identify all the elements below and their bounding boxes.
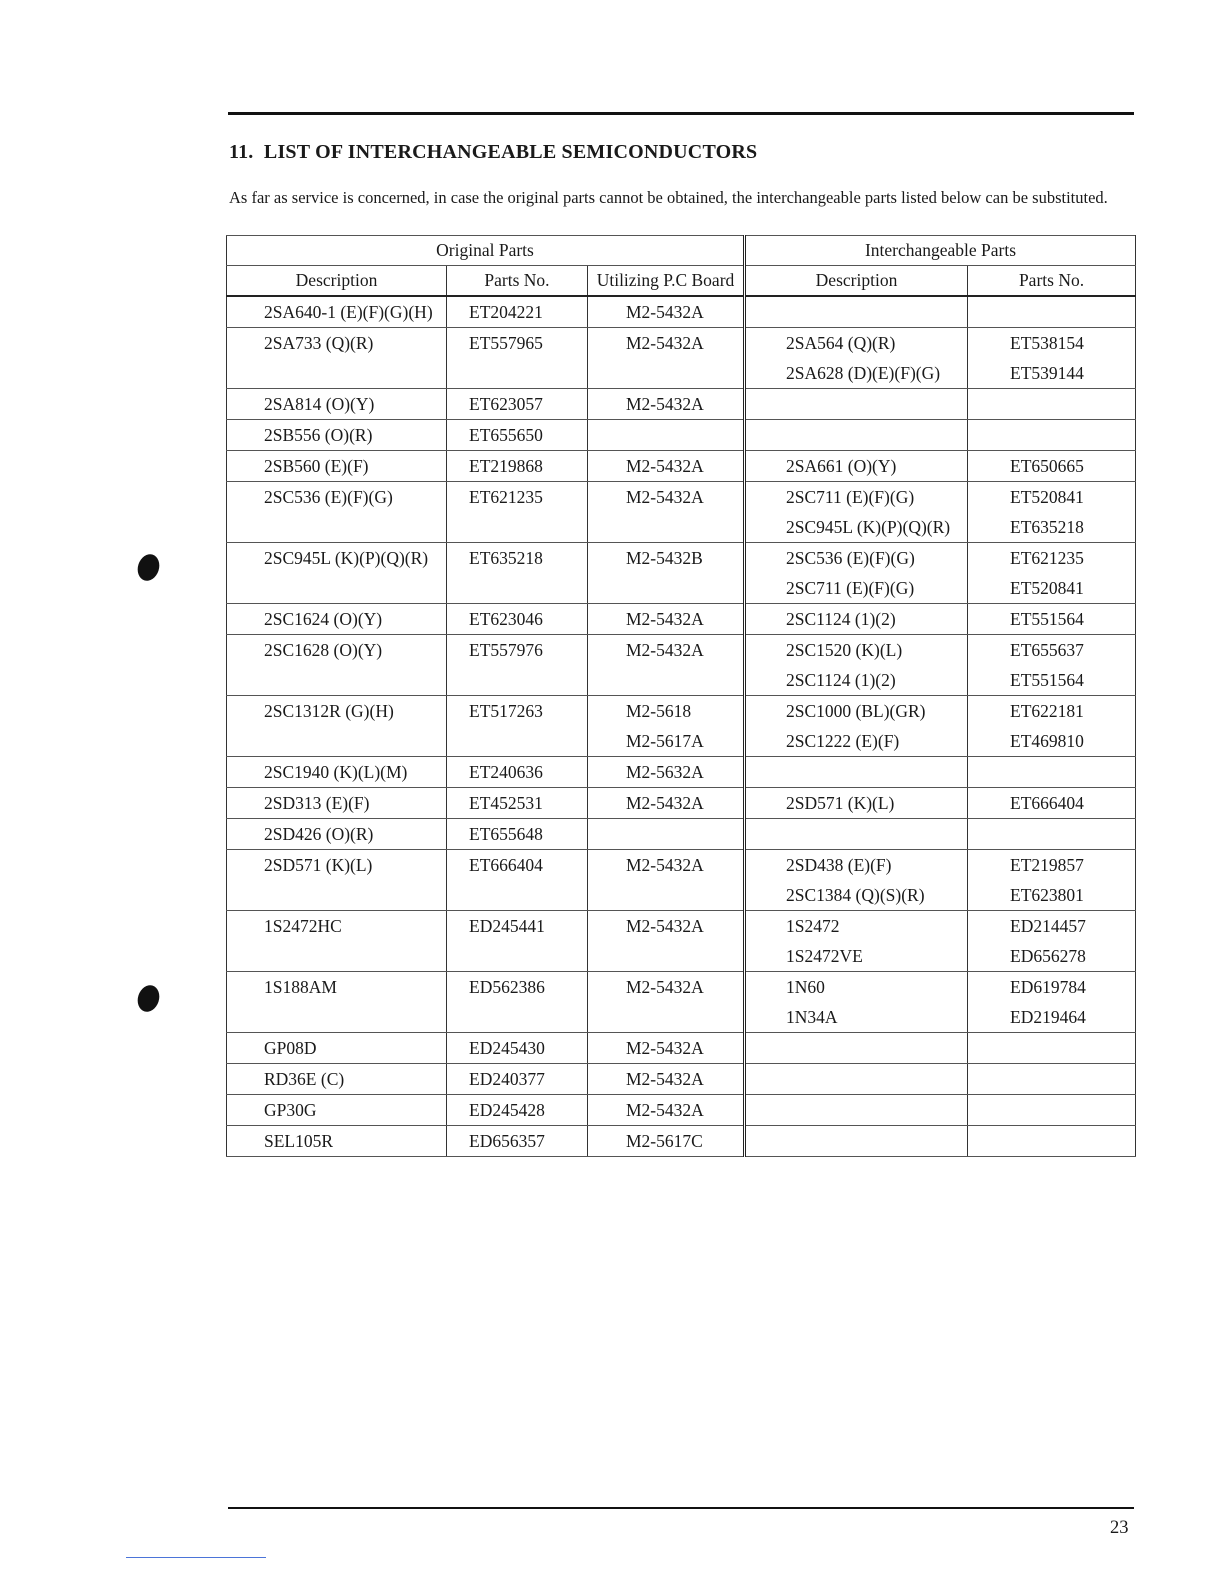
substitute-description-cell [745,420,968,451]
original-description: 2SC1628 (O)(Y) [264,640,383,660]
substitute-description-cell [745,328,968,389]
original-description-cell [227,819,447,850]
original-parts-no: ED562386 [469,977,545,997]
original-description: 2SA640-1 (E)(F)(G)(H) [264,302,433,322]
table-row [227,972,1136,1033]
original-parts-no-cell [447,757,588,788]
original-parts-no-cell [447,635,588,696]
original-description: 2SD426 (O)(R) [264,824,374,844]
substitute-description-cell [745,850,968,911]
section-title-text: LIST OF INTERCHANGEABLE SEMICONDUCTORS [263,141,758,163]
empty-cell [968,389,1135,419]
original-description-cell [227,788,447,819]
original-parts-no: ET557976 [469,640,543,660]
original-parts-no: ED240377 [469,1069,545,1089]
original-parts-no: ED245441 [469,916,545,936]
table-row [227,819,1136,850]
table-row [227,543,1136,604]
footer-link-underline [126,1557,266,1558]
original-description-cell [227,420,447,451]
table-row [227,911,1136,972]
table-row [227,389,1136,420]
substitute-parts-no: ET551564 [1010,609,1084,629]
original-parts-no-cell [447,819,588,850]
substitute-parts-no-cell [968,911,1136,972]
original-description-cell [227,328,447,389]
original-parts-no: ET655650 [469,425,543,445]
substitute-description: 2SC1520 (K)(L) [786,640,903,660]
pc-board-value: M2-5432A [626,640,704,660]
substitute-parts-no: ED219464 [1010,1007,1086,1027]
original-description: SEL105R [264,1131,334,1151]
interchangeable-parts-table [226,235,1136,1157]
original-parts-no: ED245428 [469,1100,545,1120]
substitute-parts-no-cell [968,757,1136,788]
original-description: 1S2472HC [264,916,342,936]
substitute-description-cell [745,1033,968,1064]
substitute-parts-no: ET623801 [1010,885,1084,905]
substitute-parts-no-cell [968,328,1136,389]
punch-hole-mark [134,551,162,583]
substitute-parts-no: ET635218 [1010,517,1084,537]
substitute-parts-no: ET621235 [1010,548,1084,568]
original-description-cell [227,451,447,482]
substitute-parts-no-cell [968,296,1136,328]
empty-cell [746,297,967,327]
original-parts-no: ET517263 [469,701,543,721]
original-description-cell [227,911,447,972]
substitute-parts-no-cell [968,451,1136,482]
substitute-parts-no: ET539144 [1010,363,1084,383]
empty-cell [968,819,1135,849]
substitute-description: 2SC1384 (Q)(S)(R) [786,885,925,905]
pc-board-cell [588,604,745,635]
pc-board-value: M2-5432A [626,394,704,414]
original-parts-no-cell [447,420,588,451]
table-row [227,1095,1136,1126]
substitute-parts-no-cell [968,543,1136,604]
substitute-parts-no: ET666404 [1010,793,1084,813]
original-description: RD36E (C) [264,1069,345,1089]
substitute-description-cell [745,1064,968,1095]
original-parts-no-cell [447,972,588,1033]
original-description-cell [227,635,447,696]
table-row [227,696,1136,757]
substitute-parts-no: ED656278 [1010,946,1086,966]
section-title [229,141,757,164]
substitute-description: 2SC1124 (1)(2) [786,670,896,690]
substitute-description: 2SC945L (K)(P)(Q)(R) [786,517,951,537]
substitute-parts-no-cell [968,420,1136,451]
original-parts-no: ET557965 [469,333,543,353]
original-parts-no-cell [447,911,588,972]
original-parts-no-cell [447,1064,588,1095]
original-parts-no: ET635218 [469,548,543,568]
pc-board-value: M2-5432A [626,487,704,507]
substitute-description-cell [745,543,968,604]
substitute-parts-no-cell [968,1126,1136,1157]
substitute-description-cell [745,1095,968,1126]
empty-cell [746,1095,967,1125]
intro-paragraph: As far as service is concerned, in case the original parts cannot be obtained, the interchangeable parts listed below can be substituted. [229,188,1108,207]
pc-board-value: M2-5432A [626,1100,704,1120]
original-description: 2SD571 (K)(L) [264,855,373,875]
original-description: 2SA733 (Q)(R) [264,333,374,353]
original-parts-no-cell [447,1126,588,1157]
col-header-substitute-parts-no: Parts No. [968,266,1136,297]
substitute-parts-no-cell [968,635,1136,696]
substitute-parts-no: ET655637 [1010,640,1084,660]
original-parts-no: ED656357 [469,1131,545,1151]
empty-cell [746,389,967,419]
punch-hole-mark [134,982,162,1014]
original-parts-no: ET204221 [469,302,543,322]
substitute-parts-no-cell [968,788,1136,819]
substitute-parts-no-cell [968,819,1136,850]
original-description: 2SC536 (E)(F)(G) [264,487,393,507]
table-row [227,451,1136,482]
substitute-description: 2SA628 (D)(E)(F)(G) [786,363,941,383]
original-description: 2SC1624 (O)(Y) [264,609,383,629]
original-description-cell [227,850,447,911]
pc-board-cell [588,696,745,757]
original-description: GP08D [264,1038,317,1058]
pc-board-cell [588,451,745,482]
substitute-description: 2SC1000 (BL)(GR) [786,701,926,721]
empty-cell [968,1033,1135,1063]
original-parts-no-cell [447,788,588,819]
original-parts-no: ET623057 [469,394,543,414]
original-parts-no-cell [447,296,588,328]
empty-cell [588,819,743,849]
group-header-row [227,236,1136,266]
substitute-description: 2SC1124 (1)(2) [786,609,896,629]
substitute-parts-no-cell [968,972,1136,1033]
substitute-description: 1N34A [786,1007,838,1027]
empty-cell [968,1126,1135,1156]
original-description-cell [227,1126,447,1157]
original-description: 1S188AM [264,977,337,997]
substitute-description: 1S2472VE [786,946,863,966]
table-row [227,1126,1136,1157]
col-header-original-parts-no: Parts No. [447,266,588,297]
substitute-description-cell [745,972,968,1033]
col-header-pc-board: Utilizing P.C Board [588,266,745,297]
substitute-parts-no: ET520841 [1010,578,1084,598]
pc-board-cell [588,911,745,972]
top-rule [228,112,1134,115]
pc-board-cell [588,1095,745,1126]
table-body [227,296,1136,1157]
substitute-parts-no-cell [968,389,1136,420]
pc-board-cell [588,296,745,328]
pc-board-cell [588,389,745,420]
empty-cell [746,819,967,849]
original-description-cell [227,389,447,420]
pc-board-cell [588,819,745,850]
empty-cell [746,1126,967,1156]
pc-board-value: M2-5432A [626,916,704,936]
original-parts-no: ET655648 [469,824,543,844]
empty-cell [746,757,967,787]
substitute-parts-no: ED619784 [1010,977,1086,997]
table-row [227,1064,1136,1095]
table-row [227,850,1136,911]
pc-board-value: M2-5617A [626,731,704,751]
pc-board-value: M2-5432A [626,302,704,322]
substitute-description: 2SC711 (E)(F)(G) [786,487,915,507]
table-row [227,482,1136,543]
pc-board-value: M2-5632A [626,762,704,782]
substitute-description: 1S2472 [786,916,840,936]
substitute-description: 2SD438 (E)(F) [786,855,892,875]
substitute-description: 2SC711 (E)(F)(G) [786,578,915,598]
pc-board-value: M2-5618 [626,701,692,721]
pc-board-value: M2-5432A [626,333,704,353]
original-parts-no-cell [447,451,588,482]
substitute-description: 2SA564 (Q)(R) [786,333,896,353]
pc-board-value: M2-5432A [626,609,704,629]
table-row [227,296,1136,328]
pc-board-cell [588,850,745,911]
empty-cell [968,757,1135,787]
pc-board-value: M2-5432A [626,456,704,476]
pc-board-cell [588,972,745,1033]
col-header-substitute-description: Description [745,266,968,297]
original-description: 2SB560 (E)(F) [264,456,369,476]
original-description-cell [227,604,447,635]
pc-board-value: M2-5432A [626,977,704,997]
pc-board-cell [588,543,745,604]
original-description: 2SC945L (K)(P)(Q)(R) [264,548,429,568]
original-description-cell [227,972,447,1033]
original-description-cell [227,543,447,604]
substitute-description: 2SD571 (K)(L) [786,793,895,813]
substitute-parts-no: ET469810 [1010,731,1084,751]
original-description: GP30G [264,1100,317,1120]
empty-cell [746,1033,967,1063]
substitute-parts-no: ET538154 [1010,333,1084,353]
substitute-description: 1N60 [786,977,825,997]
substitute-parts-no: ET551564 [1010,670,1084,690]
substitute-parts-no: ET622181 [1010,701,1084,721]
empty-cell [968,420,1135,450]
substitute-parts-no: ET520841 [1010,487,1084,507]
substitute-description-cell [745,757,968,788]
original-description-cell [227,1064,447,1095]
substitute-description-cell [745,911,968,972]
substitute-parts-no-cell [968,1033,1136,1064]
col-header-original-description: Description [227,266,447,297]
empty-cell [968,1064,1135,1094]
substitute-description-cell [745,788,968,819]
substitute-description-cell [745,696,968,757]
empty-cell [588,420,743,450]
substitute-description: 2SC536 (E)(F)(G) [786,548,915,568]
original-parts-header: Original Parts [227,236,745,266]
column-header-row [227,266,1136,297]
original-parts-no-cell [447,543,588,604]
table-row [227,788,1136,819]
table-row [227,420,1136,451]
substitute-parts-no-cell [968,696,1136,757]
original-parts-no: ET452531 [469,793,543,813]
section-number: 11. [229,141,254,163]
original-description-cell [227,757,447,788]
original-parts-no: ET240636 [469,762,543,782]
substitute-parts-no-cell [968,1095,1136,1126]
substitute-parts-no-cell [968,1064,1136,1095]
original-parts-no-cell [447,850,588,911]
original-parts-no-cell [447,389,588,420]
original-description-cell [227,696,447,757]
table-row [227,604,1136,635]
pc-board-cell [588,1126,745,1157]
pc-board-value: M2-5432A [626,855,704,875]
substitute-description-cell [745,389,968,420]
substitute-description: 2SC1222 (E)(F) [786,731,900,751]
original-description-cell [227,1033,447,1064]
table-row [227,757,1136,788]
bottom-rule [228,1507,1134,1509]
interchangeable-parts-header: Interchangeable Parts [745,236,1136,266]
pc-board-value: M2-5432A [626,1069,704,1089]
original-parts-no-cell [447,482,588,543]
original-parts-no: ED245430 [469,1038,545,1058]
substitute-description-cell [745,604,968,635]
substitute-parts-no-cell [968,604,1136,635]
pc-board-value: M2-5432A [626,793,704,813]
table-row [227,1033,1136,1064]
pc-board-cell [588,328,745,389]
empty-cell [746,420,967,450]
original-description: 2SB556 (O)(R) [264,425,373,445]
original-parts-no-cell [447,328,588,389]
pc-board-cell [588,1064,745,1095]
pc-board-cell [588,788,745,819]
substitute-description-cell [745,482,968,543]
original-parts-no: ET219868 [469,456,543,476]
original-description-cell [227,482,447,543]
original-parts-no: ET666404 [469,855,543,875]
substitute-parts-no-cell [968,482,1136,543]
substitute-description-cell [745,819,968,850]
original-parts-no-cell [447,604,588,635]
original-description: 2SD313 (E)(F) [264,793,370,813]
empty-cell [746,1064,967,1094]
original-description: 2SA814 (O)(Y) [264,394,375,414]
original-description: 2SC1940 (K)(L)(M) [264,762,408,782]
substitute-parts-no-cell [968,850,1136,911]
substitute-description-cell [745,635,968,696]
original-parts-no-cell [447,1033,588,1064]
substitute-parts-no: ET650665 [1010,456,1084,476]
page-number: 23 [1110,1518,1129,1538]
pc-board-cell [588,1033,745,1064]
pc-board-cell [588,420,745,451]
table-row [227,635,1136,696]
substitute-description-cell [745,296,968,328]
original-parts-no: ET623046 [469,609,543,629]
substitute-parts-no: ED214457 [1010,916,1086,936]
original-parts-no-cell [447,696,588,757]
substitute-description-cell [745,451,968,482]
substitute-description: 2SA661 (O)(Y) [786,456,897,476]
pc-board-cell [588,482,745,543]
empty-cell [968,1095,1135,1125]
pc-board-value: M2-5432B [626,548,703,568]
empty-cell [968,297,1135,327]
pc-board-value: M2-5432A [626,1038,704,1058]
original-description-cell [227,1095,447,1126]
substitute-description-cell [745,1126,968,1157]
substitute-parts-no: ET219857 [1010,855,1084,875]
original-parts-no-cell [447,1095,588,1126]
original-description: 2SC1312R (G)(H) [264,701,394,721]
pc-board-cell [588,635,745,696]
original-description-cell [227,296,447,328]
pc-board-cell [588,757,745,788]
pc-board-value: M2-5617C [626,1131,703,1151]
table-row [227,328,1136,389]
original-parts-no: ET621235 [469,487,543,507]
